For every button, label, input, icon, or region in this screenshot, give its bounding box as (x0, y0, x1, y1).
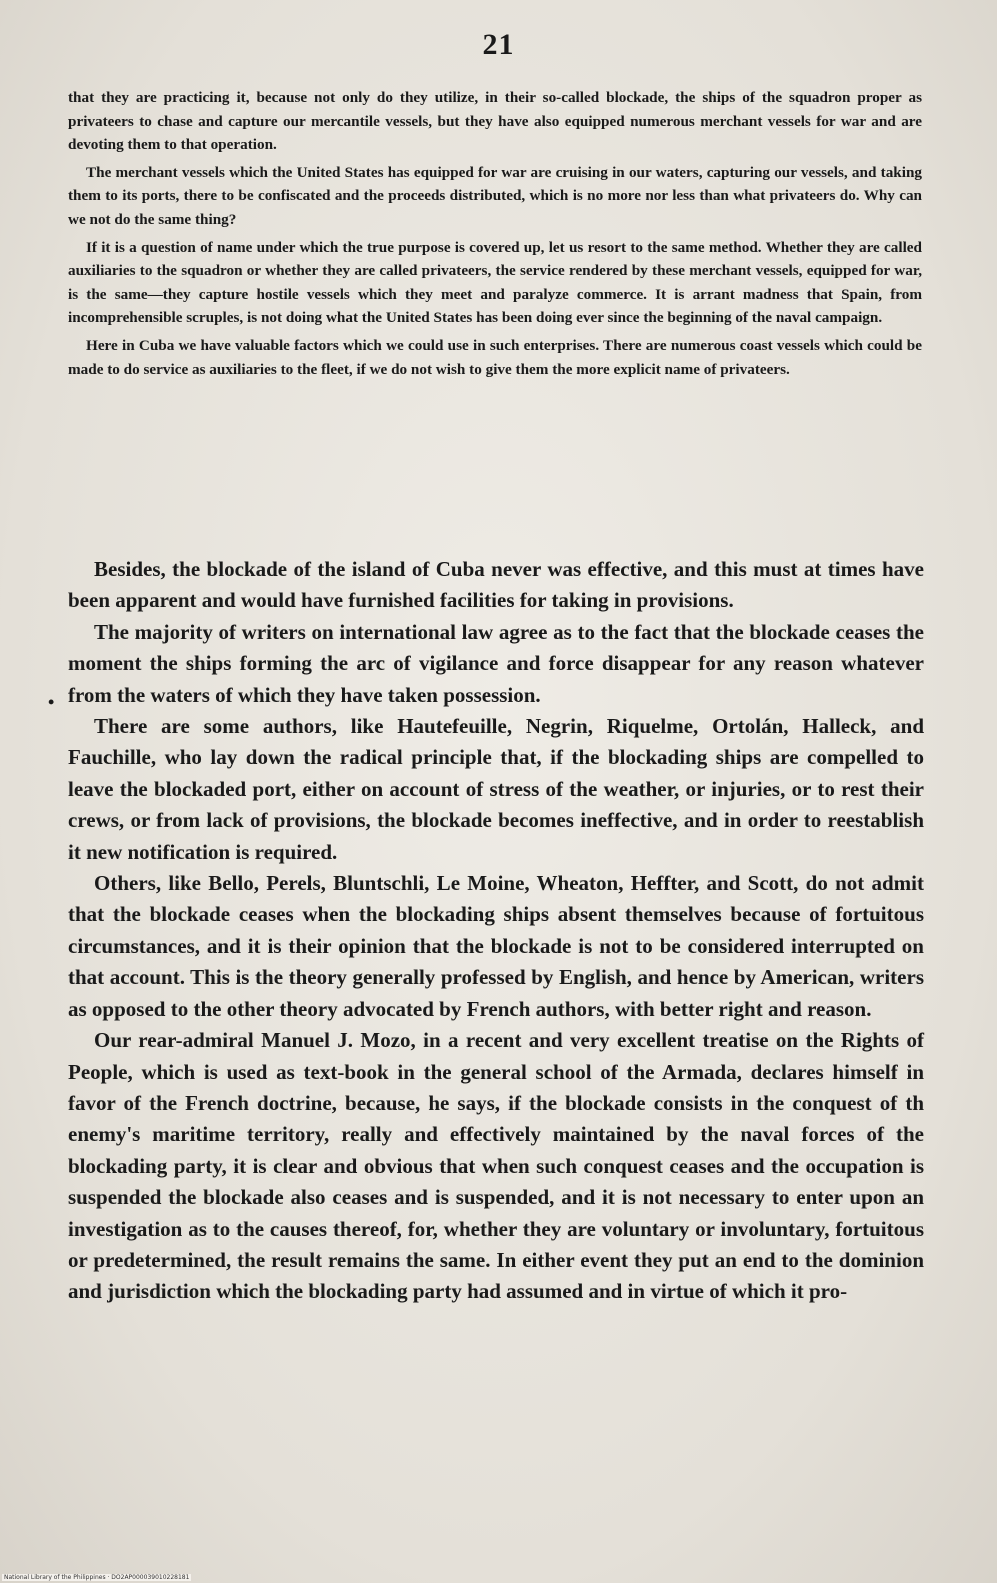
body-paragraph: Besides, the blockade of the island of Cuba never was effective, and this must at times have been apparent and would have furnished facilities for taking in provisions. (68, 557, 924, 613)
main-body-text (68, 554, 924, 1308)
quote-paragraph: that they are practicing it, because not only do they utilize, in their so-called blockade, the ships of the squadron proper as privateers to chase and capture our mercantile vessels, but they have also equipped numerous merchant vessels for war and are devoting them to that operation. (68, 89, 922, 154)
body-paragraph: The majority of writers on international law agree as to the fact that the blockade ceases the moment the ships forming the arc of vigilance and force disappear for any reason whatever from the waters of which they have taken possession. (68, 619, 924, 707)
quote-paragraph: If it is a question of name under which the true purpose is covered up, let us resort to the same method. Whether they are called auxiliaries to the squadron or whether they are called privateers, the service rendered by these merchant vessels, equipped for war, is the same—they capture hostile vessels which they meet and paralyze commerce. It is arrant madness that Spain, from incomprehensible scruples, is not doing what the United States has been doing ever since the beginning of the naval campaign. (68, 238, 922, 327)
body-paragraph: Our rear-admiral Manuel J. Mozo, in a recent and very excellent treatise on the Rights of People, which is used as text-book in the general school of the Armada, declares himself in favor of the French doctrine, because, he says, if the blockade consists in the conquest of th enemy's maritime territory, really and effectively maintained by the naval forces of the blockading party, it is clear and obvious that when such conquest ceases and the occupation is suspended the blockade also ceases and is suspended, and it is not necessary to enter upon an investigation as to the causes thereof, for, whether they are voluntary or involuntary, fortuitous or predetermined, the result remains the same. In either event they put an end to the dominion and jurisdiction which the blockading party had assumed and in virtue of which it pro- (68, 1028, 924, 1304)
page-number: 21 (482, 28, 515, 61)
quote-paragraph: The merchant vessels which the United States has equipped for war are cruising in our waters, capturing our vessels, and taking them to its ports, there to be confiscated and the proceeds distributed, which is no more nor less than what privateers do. Why can we not do the same thing? (68, 163, 922, 228)
quoted-passage (68, 86, 922, 385)
quote-paragraph: Here in Cuba we have valuable factors which we could use in such enterprises. There are numerous coast vessels which could be made to do service as auxiliaries to the fleet, if we do not wish to give them the more explicit name of privateers. (68, 336, 922, 378)
margin-mark: • (48, 692, 55, 712)
scan-credit: National Library of the Philippines · DO2AP000039010228181 (4, 1574, 190, 1581)
body-paragraph: There are some authors, like Hautefeuille, Negrin, Riquelme, Ortolán, Halleck, and Fauchille, who lay down the radical principle that, if the blockading ships are compelled to leave the blockaded port, either on account of stress of the weather, or injuries, or to rest their crews, or from lack of provisions, the blockade becomes ineffective, and in order to reestablish it new notification is required. (68, 714, 924, 864)
body-paragraph: Others, like Bello, Perels, Bluntschli, Le Moine, Wheaton, Heffter, and Scott, do not admit that the blockade ceases when the blockading ships absent themselves because of fortuitous circumstances, and it is their opinion that the blockade is not to be considered interrupted on that account. This is the theory generally professed by English, and hence by American, writers as opposed to the other theory advocated by French authors, with better right and reason. (68, 871, 924, 1021)
